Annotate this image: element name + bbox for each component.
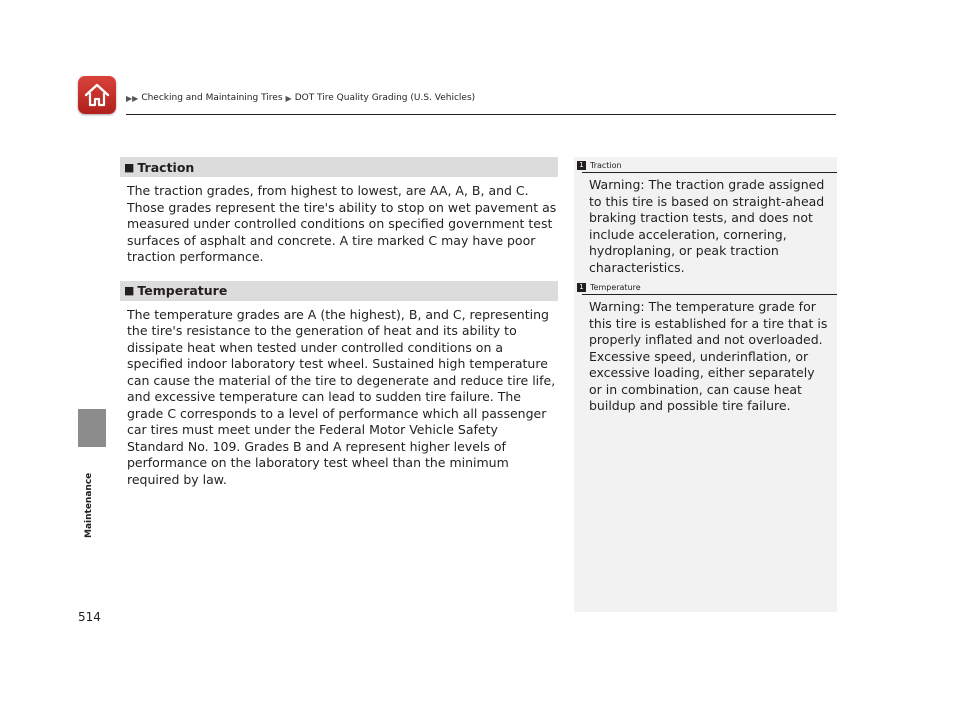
breadcrumb-item[interactable]: DOT Tire Quality Grading (U.S. Vehicles) [294,93,476,103]
note-number-icon: 1 [577,283,586,292]
note-number-icon: 1 [577,161,586,170]
main-content [120,157,558,488]
section-heading-traction [120,157,558,177]
note-text: Warning: The temperature grade for this tire is established for a tire that is properly inflated and not overloaded. Excessive speed, underinflation, or excessive loading, either separately or in combination, can cause heat buildup and possible tire failure. [589,299,828,413]
note-divider [582,294,837,295]
breadcrumb-arrow-icon: ▶▶ [126,93,139,103]
section-heading-text: Temperature [137,283,228,298]
section-label: Maintenance [84,472,94,538]
header-divider [126,114,836,115]
breadcrumb-arrow-icon: ▶ [285,93,292,103]
notes-sidebar [574,157,837,612]
home-icon [83,81,111,109]
section-heading-temperature [120,281,558,301]
page-number: 514 [78,610,101,624]
home-button[interactable] [78,76,116,114]
traction-paragraph: The traction grades, from highest to lowest, are AA, A, B, and C. Those grades represent the tire's ability to stop on wet pavement as measured under controlled conditions on specified government test surfaces of asphalt and concrete. A tire marked C may have poor traction performance. [127,183,557,264]
square-bullet-icon: ■ [124,160,135,174]
note-header [577,159,837,171]
note-header [577,281,837,293]
note-traction [574,159,837,276]
note-text: Warning: The traction grade assigned to this tire is based on straight-ahead braking traction tests, and does not include acceleration, cornering, hydroplaning, or peak traction characteristics. [589,177,825,275]
square-bullet-icon: ■ [124,284,135,297]
note-title: Temperature [590,282,641,292]
note-divider [582,172,837,173]
section-heading-text: Traction [137,159,195,175]
temperature-paragraph: The temperature grades are A (the highest), B, and C, representing the tire's resistance to the generation of heat and its ability to dissipate heat when tested under controlled conditions on a specified indoor laboratory test wheel. Sustained high temperature can cause the material of the tire to degenerate and reduce tire life, and excessive temperature can lead to sudden tire failure. The grade C corresponds to a level of performance which all passenger car tires must meet under the Federal Motor Vehicle Safety Standard No. 109. Grades B and A represent higher levels of performance on the laboratory test wheel than the minimum required by law. [127,306,556,487]
note-temperature [574,279,837,415]
note-title: Traction [590,160,622,170]
section-tab-marker [78,409,106,447]
breadcrumb-item[interactable]: Checking and Maintaining Tires [141,93,283,103]
breadcrumb [126,93,475,103]
